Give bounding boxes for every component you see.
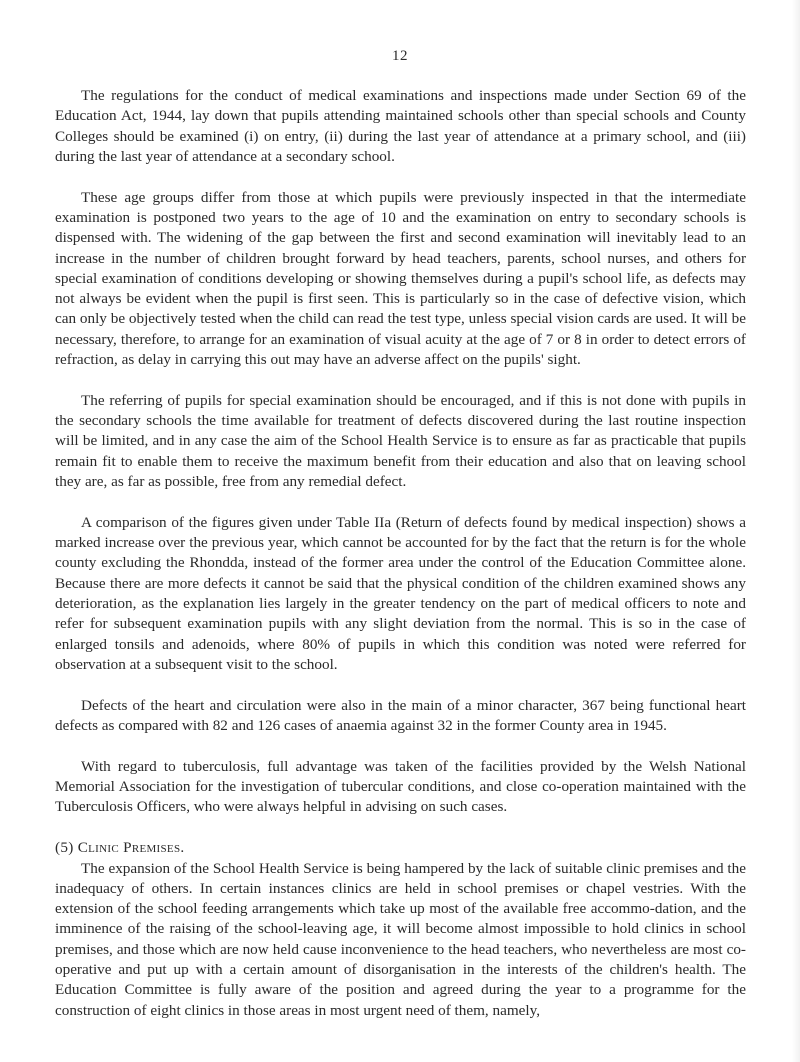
- section-heading: [55, 838, 746, 858]
- body-text: [55, 86, 746, 1021]
- paragraph-age-groups: These age groups differ from those at which pupils were previously inspected in that the intermediate examination is postponed two years to the age of 10 and the examination on entry to secondary schools is dispensed with. The widening of the gap between the first and second examination will inevitably lead to an increase in the number of children brought forward by head teachers, parents, school nurses, and others for special examination of conditions developing or showing themselves during a pupil's school life, as defects may not always be evident when the pupil is first seen. This is particularly so in the case of defective vision, which can only be objectively tested when the child can read the test type, unless special vision cards are used. It will be necessary, therefore, to arrange for an examination of visual acuity at the age of 7 or 8 in order to detect errors of refraction, as delay in carrying this out may have an adverse affect on the pupils' sight.: [55, 188, 746, 369]
- paragraph-comparison-figures: A comparison of the figures given under Table IIa (Return of defects found by medical inspection) shows a marked increase over the previous year, which cannot be accounted for by the fact that the return is for the whole county excluding the Rhondda, instead of the former area under the control of the Education Committee alone. Because there are more defects it cannot be said that the physical condition of the children examined shows any deterioration, as the explanation lies largely in the greater tendency on the part of medical officers to note and refer for subsequent examination pupils with any slight deviation from the normal. This is so in the case of enlarged tonsils and adenoids, where 80% of pupils in which this condition was noted were referred for observation at a subsequent visit to the school.: [55, 513, 746, 673]
- page-edge-shadow: [792, 0, 800, 1062]
- paragraph-heart-defects: Defects of the heart and circulation were also in the main of a minor character, 367 being functional heart defects as compared with 82 and 126 cases of anaemia against 32 in the former County area in 1945.: [55, 696, 746, 735]
- paragraph-tuberculosis: With regard to tuberculosis, full advantage was taken of the facilities provided by the Welsh National Memorial Association for the investigation of tubercular conditions, and close co-operation maintained with the Tuberculosis Officers, who were always helpful in advising on such cases.: [55, 757, 746, 816]
- paragraph-regulations: The regulations for the conduct of medical examinations and inspections made under Section 69 of the Education Act, 1944, lay down that pupils attending maintained schools other than special schools and County Colleges should be examined (i) on entry, (ii) during the last year of attendance at a primary school, and (iii) during the last year of attendance at a secondary school.: [55, 87, 746, 165]
- paragraph-clinic-premises: The expansion of the School Health Service is being hampered by the lack of suitable clinic premises and the inadequacy of others. In certain instances clinics are held in school premises or chapel vestries. With the extension of the school feeding arrangements which take up most of the available free accommo-dation, and the imminence of the raising of the school-leaving age, it will become almost impossible to hold clinics in school premises, and those which are now held cause inconvenience to the head teachers, who nevertheless are most co-operative and put up with a certain amount of disorganisation in the interests of the children's health. The Education Committee is fully aware of the position and agreed during the year to a programme for the construction of eight clinics in those areas in most urgent need of them, namely,: [55, 859, 746, 1019]
- page-number: 12: [392, 48, 408, 64]
- section-number: (5): [55, 839, 74, 857]
- section-title: Clinic Premises.: [77, 839, 185, 857]
- paragraph-referring-pupils: The referring of pupils for special examination should be encouraged, and if this is not done with pupils in the secondary schools the time available for treatment of defects discovered during the last routine inspection will be limited, and in any case the aim of the School Health Service is to ensure as far as practicable that pupils remain fit to enable them to receive the maximum benefit from their education and also that on leaving school they are, as far as possible, free from any remedial defect.: [55, 391, 746, 491]
